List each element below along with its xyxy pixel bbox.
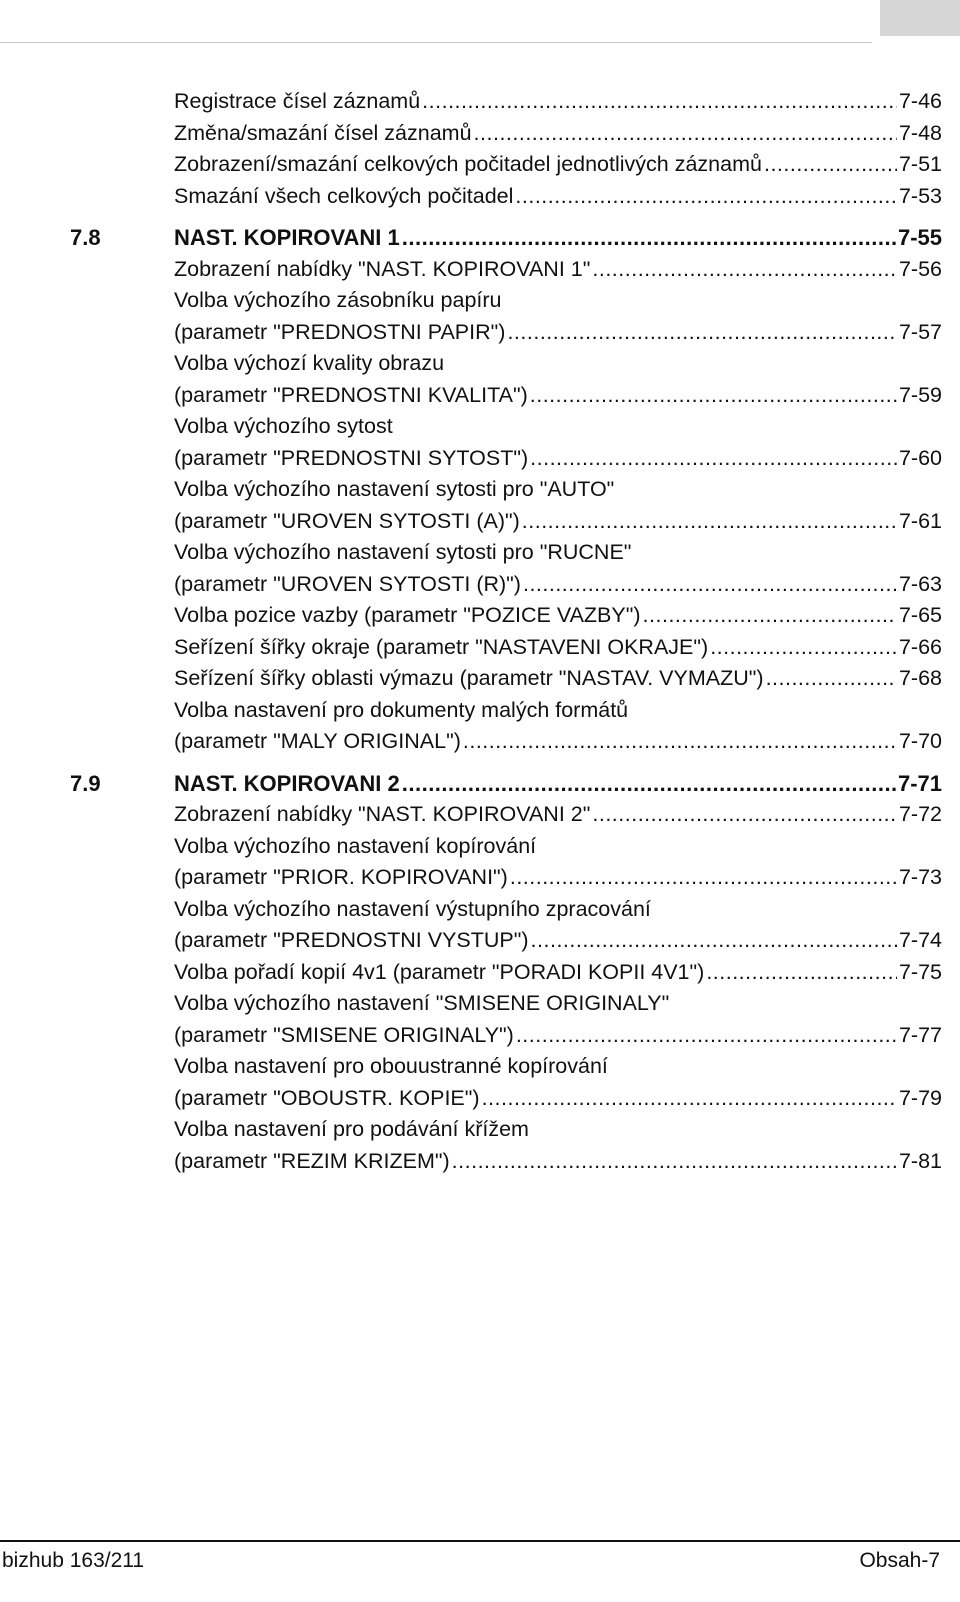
toc-page-number: 7-68	[898, 666, 942, 690]
table-of-contents	[70, 86, 942, 1177]
toc-page-number: 7-60	[898, 445, 942, 470]
toc-entry[interactable]	[70, 862, 942, 894]
toc-entry-title: (parametr "UROVEN SYTOSTI (R)")	[174, 571, 521, 596]
toc-entry-title: Seřízení šířky okraje (parametr "NASTAVENI OKRAJE")	[174, 634, 709, 659]
toc-page-number: 7-71	[897, 770, 942, 796]
toc-dot-leader	[766, 663, 897, 695]
toc-entry[interactable]	[70, 988, 942, 1020]
toc-dot-leader	[422, 86, 897, 118]
toc-section-row[interactable]	[70, 222, 942, 254]
toc-entry[interactable]	[70, 86, 942, 118]
toc-entry-title: Volba nastavení pro obouustranné kopírování	[174, 1054, 608, 1078]
toc-dot-leader	[510, 862, 897, 894]
toc-entry[interactable]	[70, 1146, 942, 1178]
toc-section-number: 7.8	[70, 225, 101, 250]
toc-entry-title: (parametr "PREDNOSTNI KVALITA")	[174, 382, 528, 407]
toc-page-number: 7-65	[898, 603, 942, 627]
toc-dot-leader	[523, 569, 897, 601]
toc-dot-leader	[474, 118, 897, 150]
toc-entry-title: Volba výchozího nastavení výstupního zpracování	[174, 896, 651, 921]
toc-entry-title: Volba nastavení pro dokumenty malých formátů	[174, 697, 629, 722]
toc-page-number: 7-48	[898, 120, 942, 145]
toc-entry[interactable]	[70, 380, 942, 412]
toc-entry-title: Volba výchozího nastavení sytosti pro "AUTO"	[174, 477, 615, 501]
toc-page-number: 7-57	[898, 319, 942, 344]
toc-entry[interactable]	[70, 443, 942, 475]
toc-entry-title: Smazání všech celkových počitadel	[174, 183, 514, 208]
toc-entry-title: (parametr "UROVEN SYTOSTI (A)")	[174, 508, 520, 533]
toc-entry[interactable]	[70, 799, 942, 831]
toc-entry-title: NAST. KOPIROVANI 1	[174, 225, 400, 250]
toc-dot-leader	[592, 254, 897, 286]
toc-entry-title: Volba výchozího sytost	[174, 414, 393, 438]
toc-entry[interactable]	[70, 254, 942, 286]
toc-page-number: 7-56	[898, 256, 942, 281]
toc-page-number: 7-53	[898, 183, 942, 208]
toc-page-number: 7-63	[898, 571, 942, 596]
toc-entry-title: NAST. KOPIROVANI 2	[174, 770, 400, 796]
toc-entry-title: (parametr "REZIM KRIZEM")	[174, 1148, 450, 1173]
toc-dot-leader	[463, 726, 897, 758]
toc-entry[interactable]	[70, 474, 942, 506]
footer-rule	[0, 1540, 960, 1542]
toc-page-number: 7-73	[898, 865, 942, 889]
toc-entry[interactable]	[70, 317, 942, 349]
toc-page-number: 7-77	[898, 1022, 942, 1047]
toc-page-number: 7-59	[898, 382, 942, 407]
toc-entry[interactable]	[70, 632, 942, 664]
toc-entry-title: Volba výchozího nastavení "SMISENE ORIGINALY"	[174, 991, 670, 1015]
toc-entry[interactable]	[70, 831, 942, 863]
toc-entry[interactable]	[70, 181, 942, 213]
toc-entry-title: Registrace čísel záznamů	[174, 89, 421, 113]
toc-entry-title: (parametr "SMISENE ORIGINALY")	[174, 1022, 514, 1047]
toc-entry[interactable]	[70, 695, 942, 727]
toc-entry[interactable]	[70, 569, 942, 601]
toc-entry[interactable]	[70, 149, 942, 181]
toc-entry[interactable]	[70, 285, 942, 317]
toc-dot-leader	[452, 1146, 897, 1178]
toc-page-number: 7-70	[898, 729, 942, 753]
toc-page-number: 7-51	[898, 152, 942, 176]
toc-page-number: 7-75	[898, 959, 942, 984]
toc-dot-leader	[507, 317, 897, 349]
toc-entry[interactable]	[70, 537, 942, 569]
toc-dot-leader	[530, 443, 897, 475]
toc-entry-title: Volba výchozí kvality obrazu	[174, 351, 445, 375]
header-rule	[0, 42, 872, 43]
toc-section-number: 7.9	[70, 770, 101, 796]
toc-dot-leader	[522, 506, 897, 538]
toc-entry-title: Zobrazení nabídky "NAST. KOPIROVANI 1"	[174, 256, 591, 281]
toc-section-row[interactable]	[70, 768, 942, 800]
toc-dot-leader	[402, 768, 896, 800]
toc-entry-title: (parametr "PREDNOSTNI VYSTUP")	[174, 928, 529, 952]
toc-entry-title: Zobrazení/smazání celkových počitadel jednotlivých záznamů	[174, 152, 762, 176]
toc-entry[interactable]	[70, 348, 942, 380]
toc-page-number: 7-72	[898, 802, 942, 826]
toc-dot-leader	[515, 181, 897, 213]
toc-entry-title: (parametr "PRIOR. KOPIROVANI")	[174, 865, 508, 889]
toc-entry[interactable]	[70, 925, 942, 957]
toc-entry-title: Zobrazení nabídky "NAST. KOPIROVANI 2"	[174, 802, 591, 826]
toc-page-number: 7-81	[898, 1148, 942, 1173]
toc-dot-leader	[706, 957, 897, 989]
toc-dot-leader	[482, 1083, 897, 1115]
toc-page-number: 7-74	[898, 928, 942, 952]
toc-entry-title: Volba výchozího zásobníku papíru	[174, 288, 502, 312]
toc-page-number: 7-61	[898, 508, 942, 533]
footer-product-name: bizhub 163/211	[2, 1549, 145, 1572]
toc-dot-leader	[516, 1020, 897, 1052]
toc-entry[interactable]	[70, 957, 942, 989]
toc-entry-title: (parametr "PREDNOSTNI SYTOST")	[174, 445, 529, 470]
toc-page-number: 7-79	[898, 1085, 942, 1110]
toc-dot-leader	[592, 799, 897, 831]
toc-dot-leader	[402, 222, 896, 254]
toc-entry-title: (parametr "OBOUSTR. KOPIE")	[174, 1085, 480, 1110]
toc-entry-title: (parametr "PREDNOSTNI PAPIR")	[174, 319, 506, 344]
toc-entry-title: Seřízení šířky oblasti výmazu (parametr "NASTAV. VYMAZU")	[174, 666, 764, 690]
toc-entry-title: Volba pozice vazby (parametr "POZICE VAZBY")	[174, 603, 641, 627]
toc-entry[interactable]	[70, 506, 942, 538]
toc-entry[interactable]	[70, 118, 942, 150]
toc-dot-leader	[643, 600, 897, 632]
toc-dot-leader	[531, 925, 897, 957]
toc-entry[interactable]	[70, 894, 942, 926]
toc-entry[interactable]	[70, 663, 942, 695]
toc-dot-leader	[530, 380, 897, 412]
toc-dot-leader	[764, 149, 897, 181]
toc-entry[interactable]	[70, 726, 942, 758]
footer-page-label: Obsah-7	[859, 1549, 940, 1572]
toc-page-number: 7-66	[898, 634, 942, 659]
toc-page-number: 7-46	[898, 89, 942, 113]
corner-tab	[880, 0, 960, 36]
toc-entry-title: Volba nastavení pro podávání křížem	[174, 1117, 529, 1141]
toc-entry[interactable]	[70, 1114, 942, 1146]
toc-dot-leader	[710, 632, 897, 664]
toc-entry-title: (parametr "MALY ORIGINAL")	[174, 729, 461, 753]
toc-entry[interactable]	[70, 1083, 942, 1115]
toc-entry-title: Volba pořadí kopií 4v1 (parametr "PORADI KOPII 4V1")	[174, 959, 705, 984]
toc-page-number: 7-55	[897, 225, 942, 250]
toc-entry-title: Volba výchozího nastavení sytosti pro "RUCNE"	[174, 540, 632, 564]
toc-entry[interactable]	[70, 411, 942, 443]
toc-entry[interactable]	[70, 1020, 942, 1052]
toc-entry-title: Změna/smazání čísel záznamů	[174, 120, 472, 145]
toc-entry-title: Volba výchozího nastavení kopírování	[174, 833, 537, 858]
toc-entry[interactable]	[70, 600, 942, 632]
toc-entry[interactable]	[70, 1051, 942, 1083]
